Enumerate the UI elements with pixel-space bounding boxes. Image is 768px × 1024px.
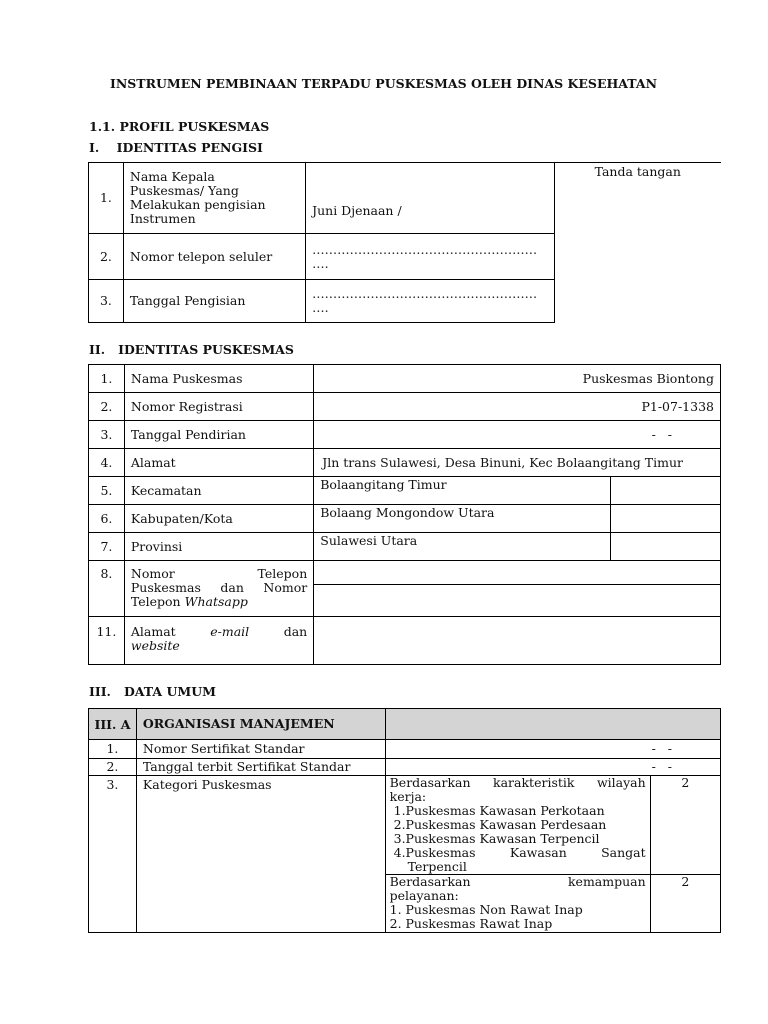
row-number: 3.: [89, 421, 125, 449]
nama-puskesmas-value: Puskesmas Biontong: [314, 365, 721, 393]
row-number: 11.: [89, 617, 125, 665]
data-umum-table: [88, 708, 721, 933]
section3-heading: III. DATA UMUM: [89, 684, 216, 699]
kategori-wilayah-cell: Berdasarkan karakteristik wilayah kerja: 1.Puskesmas Kawasan Perkotaan 2.Puskesmas Kawasan Perdesaan 3.Puskesmas Kawasan Terpencil 4.Puskesmas Kawasan Sangat Terpencil: [385, 776, 650, 875]
kabupaten-value: Bolaang Mongondow Utara: [314, 505, 611, 533]
telepon-puskesmas-value: [314, 561, 721, 585]
header-number: III. A: [89, 709, 137, 740]
row-label: Alamat: [124, 449, 313, 477]
row-number: 3.: [89, 776, 137, 933]
row-label: Nama Puskesmas: [124, 365, 313, 393]
phone-value: ……………………………………………… ….: [306, 234, 554, 280]
kecamatan-value: Bolaangitang Timur: [314, 477, 611, 505]
row-label: Nomor Telepon Puskesmas dan Nomor Telepon Whatsapp: [124, 561, 313, 617]
tanggal-sertifikat-value: - -: [385, 759, 720, 776]
document-title: INSTRUMEN PEMBINAAN TERPADU PUSKESMAS OLEH DINAS KESEHATAN: [110, 76, 658, 91]
row-label: Tanggal Pendirian: [124, 421, 313, 449]
alamat-value: Jln trans Sulawesi, Desa Binuni, Kec Bolaangitang Timur: [314, 449, 721, 477]
tanggal-pendirian-value: - -: [314, 421, 721, 449]
row-number: 7.: [89, 533, 125, 561]
section1-heading: I. IDENTITAS PENGISI: [89, 140, 263, 155]
kategori-wilayah-score: 2: [650, 776, 720, 875]
row-label: Alamat e-mail dan website: [124, 617, 313, 665]
row-number: 2.: [89, 234, 124, 280]
row-label: Tanggal terbit Sertifikat Standar: [136, 759, 385, 776]
kepala-puskesmas-value: Juni Djenaan /: [306, 163, 554, 234]
row-number: 1.: [89, 740, 137, 759]
row-label: Kabupaten/Kota: [124, 505, 313, 533]
signature-label: Tanda tangan: [594, 164, 681, 179]
row-label: Kecamatan: [124, 477, 313, 505]
identitas-puskesmas-table: [88, 364, 721, 665]
row-label: Provinsi: [124, 533, 313, 561]
signature-cell: [554, 163, 721, 323]
identitas-pengisi-table: [88, 162, 721, 323]
row-label: Nomor Sertifikat Standar: [136, 740, 385, 759]
nomor-sertifikat-value: - -: [385, 740, 720, 759]
empty-cell: [611, 477, 721, 505]
row-number: 2.: [89, 759, 137, 776]
row-label: Kategori Puskesmas: [136, 776, 385, 933]
date-value: ……………………………………………… ….: [306, 280, 554, 323]
row-label: Tanggal Pengisian: [123, 280, 305, 323]
nomor-registrasi-value: P1-07-1338: [314, 393, 721, 421]
row-label: Nomor telepon seluler: [123, 234, 305, 280]
section2-heading: II. IDENTITAS PUSKESMAS: [89, 342, 294, 357]
row-number: 5.: [89, 477, 125, 505]
row-number: 3.: [89, 280, 124, 323]
provinsi-value: Sulawesi Utara: [314, 533, 611, 561]
kategori-pelayanan-cell: Berdasarkan kemampuan pelayanan: 1. Puskesmas Non Rawat Inap 2. Puskesmas Rawat Inap: [385, 875, 650, 933]
row-number: 1.: [89, 163, 124, 234]
empty-cell: [611, 533, 721, 561]
row-number: 6.: [89, 505, 125, 533]
row-number: 1.: [89, 365, 125, 393]
email-website-value: [314, 617, 721, 665]
header-title: ORGANISASI MANAJEMEN: [136, 709, 385, 740]
row-label: Nomor Registrasi: [124, 393, 313, 421]
row-number: 8.: [89, 561, 125, 617]
whatsapp-value: [314, 585, 721, 617]
row-number: 4.: [89, 449, 125, 477]
section-profil-heading: 1.1. PROFIL PUSKESMAS: [89, 119, 270, 134]
row-label: Nama Kepala Puskesmas/ Yang Melakukan pengisian Instrumen: [123, 163, 305, 234]
header-empty: [385, 709, 720, 740]
row-number: 2.: [89, 393, 125, 421]
kategori-pelayanan-score: 2: [650, 875, 720, 933]
empty-cell: [611, 505, 721, 533]
